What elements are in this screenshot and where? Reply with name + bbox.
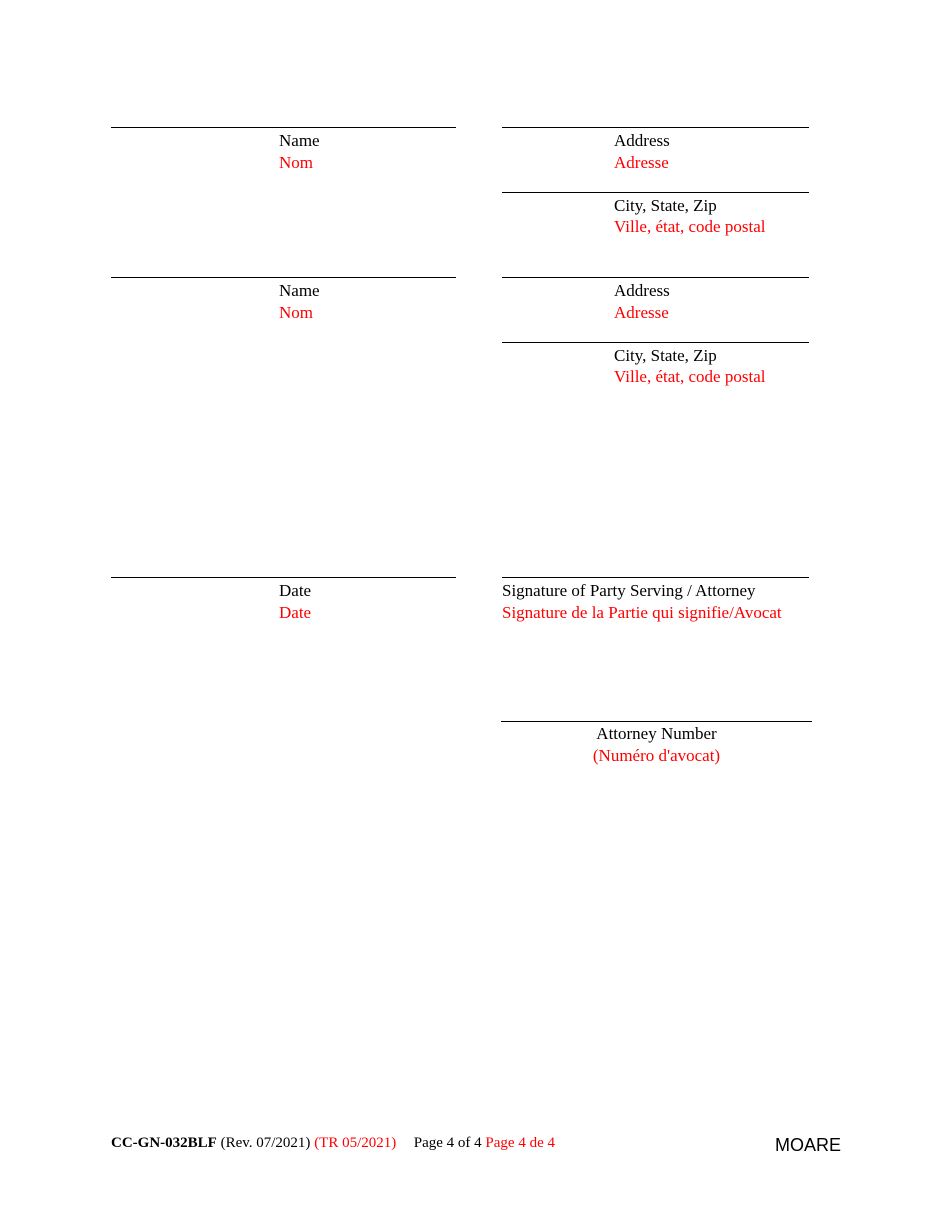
name-label-en-1: Name	[279, 131, 320, 150]
date-label-fr: Date	[279, 603, 312, 622]
name-signature-line-1[interactable]	[111, 127, 456, 128]
signature-label-fr: Signature de la Partie qui signifie/Avocat	[502, 603, 782, 622]
name-label-en-2: Name	[279, 281, 320, 300]
address-label-en-2: Address	[614, 281, 670, 300]
city-state-zip-line-2[interactable]	[502, 342, 809, 343]
city-label-fr-1: Ville, état, code postal	[614, 217, 766, 236]
address-label-fr-1: Adresse	[614, 153, 669, 172]
address-line-1[interactable]	[502, 127, 809, 128]
name-label-fr-1: Nom	[279, 153, 313, 172]
city-label-fr-2: Ville, état, code postal	[614, 367, 766, 386]
address-label-en-1: Address	[614, 131, 670, 150]
page-number-en: Page 4 of 4	[413, 1135, 482, 1151]
page-footer	[111, 1134, 555, 1152]
city-state-zip-line-1[interactable]	[502, 192, 809, 193]
city-label-en-1: City, State, Zip	[614, 196, 717, 215]
address-line-2[interactable]	[502, 277, 809, 278]
attorney-number-label-en: Attorney Number	[596, 724, 717, 743]
name-label-fr-2: Nom	[279, 303, 313, 322]
signature-label-en: Signature of Party Serving / Attorney	[502, 581, 756, 600]
city-label-en-2: City, State, Zip	[614, 346, 717, 365]
signature-line[interactable]	[502, 577, 809, 578]
translation-revision: (TR 05/2021)	[314, 1135, 397, 1151]
form-code: CC-GN-032BLF	[111, 1135, 217, 1151]
date-line[interactable]	[111, 577, 456, 578]
form-revision: (Rev. 07/2021)	[220, 1135, 311, 1151]
page-number-fr: Page 4 de 4	[485, 1135, 555, 1151]
attorney-number-label-fr: (Numéro d'avocat)	[592, 746, 721, 765]
corner-label: MOARE	[775, 1135, 842, 1155]
address-label-fr-2: Adresse	[614, 303, 669, 322]
attorney-number-line[interactable]	[501, 721, 812, 722]
name-signature-line-2[interactable]	[111, 277, 456, 278]
date-label-en: Date	[279, 581, 312, 600]
